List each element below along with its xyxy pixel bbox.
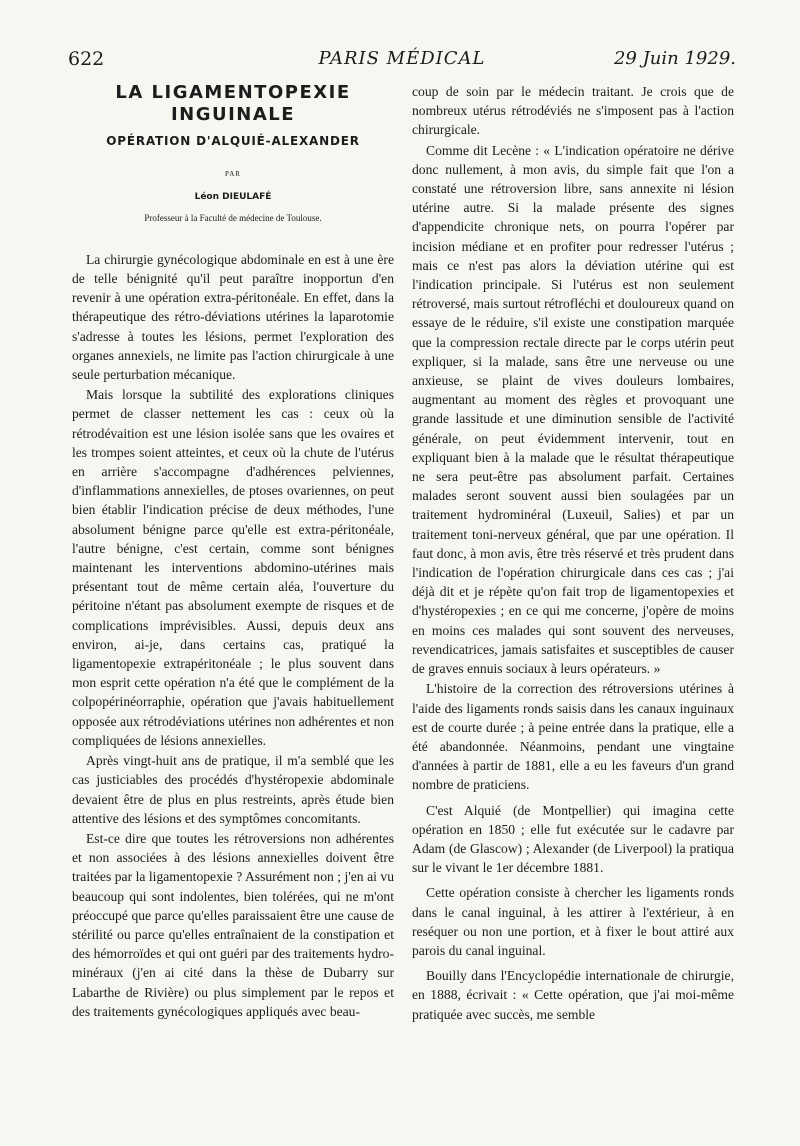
page-number: 622 bbox=[68, 48, 105, 70]
paragraph: Bouilly dans l'Encyclopédie internationale de chirurgie, en 1888, écrivait : « Cette opération, que j'ai moi-même pratiquée avec succès, me semble bbox=[412, 968, 734, 1022]
author-name: Léon DIEULAFÉ bbox=[194, 192, 272, 203]
author-affiliation: Professeur à la Faculté de médecine de Toulouse. bbox=[144, 212, 322, 223]
paragraph: Mais lorsque la subtilité des explorations cliniques permet de classer nettement les cas : ceux où la rétrodévaition est une lésion isolée sans que les ovaires et les trompes soient atteintes, et ceux où la chute de l'utérus en arrière s'accompagne d'adhérences pelviennes, d'inflammations annexielles, de ptoses ovariennes, on peut bien établir l'indication précise de deux méthodes, l'une absolument bénigne parce qu'elle est extra-péritonéale, l'autre bénigne, c'est certain, comme sont bénignes maintenant les interventions abdomino-utérines mais présentant tout de même certain aléa, l'ouverture du péritoine n'étant pas absolument exempte de risques et de complications imprévisibles. Aussi, depuis deux ans environ, ai-je, dans certains cas, pratiqué la ligamentopexie extrapéritonéale ; le plus souvent dans mon esprit cette opération n'a été que le complément de la colpopérinéorraphie, opération que j'avais habituellement opposée aux rétrodéviations utérines non adhérentes et non compliquées de lésions annexielles. bbox=[72, 387, 394, 748]
article-heading bbox=[72, 82, 394, 228]
journal-title: PARIS MÉDICAL bbox=[318, 48, 486, 69]
running-header bbox=[68, 48, 736, 76]
article-title: LA LIGAMENTOPEXIE INGUINALE bbox=[115, 82, 351, 125]
paragraph: Après vingt-huit ans de pratique, il m'a semblé que les cas justiciables des procédés d'hystéropexie abdominale devaient être de plus en plus restreints, après étude bien attentive des lésions et des symptômes concomitants. bbox=[72, 753, 394, 826]
left-column bbox=[72, 82, 394, 1021]
article-subtitle: OPÉRATION D'ALQUIÉ-ALEXANDER bbox=[106, 134, 360, 148]
issue-date: 29 Juin 1929. bbox=[613, 48, 736, 69]
paragraph: Cette opération consiste à chercher les ligaments ronds dans le canal inguinal, à les attirer à l'extérieur, à en reséquer ou non une portion, et à fixer le bout attiré aux parois du canal inguinal. bbox=[412, 885, 734, 958]
paragraph: Est-ce dire que toutes les rétroversions non adhérentes et non associées à des lésions annexielles doivent être traitées par la ligamentopexie ? Assurément non ; j'en ai vu beaucoup qui sont indolentes, bien tolérées, qui ne m'ont préoccupé que parce qu'elles paraissaient être une cause de stérilité ou parce qu'elles entraînaient de la constipation et des hémorroïdes et qui ont guéri par des traitements hydro-minéraux (j'en ai cité dans la thèse de Dubarry sur Labarthe de Rivière) ou plus simplement par le repos et des traitements gynécologiques appliqués avec beau- bbox=[72, 830, 394, 1019]
paragraph: Comme dit Lecène : « L'indication opératoire ne dérive donc nullement, à mon avis, du simple fait que l'on a constaté une rétroversion libre, sans annexite ni lésion utérine autre. Si la malade présente des signes d'appendicite chronique nets, on pourra l'opérer par incision médiane et en profiter pour redresser l'utérus ; mais ce n'est pas alors la déviation utérine qui est l'indication principale. Si l'utérus est non seulement rétroversé, mais surtout rétrofléchi et douloureux quand on essaye de le réduire, s'il existe une constipation marquée que la compression rectale directe par le corps utérin peut expliquer, si la malade, sans être une nerveuse ou une anxieuse, se plaint de vives douleurs lombaires, augmentant au moment des règles et provoquant une grande lassitude et une diminution sensible de l'activité générale, on peut évidemment intervenir, tout en expliquant bien à la malade que le résultat thérapeutique ne sera peut-être pas absolument parfait. Certaines malades seront souvent aussi bien soulagées par un traitement hydrominéral (Luxeuil, Salies) et par un traitement toni-nerveux général, que par une opération. Il faut donc, à mon avis, être très réservé et très prudent dans l'indication de l'opération chirurgicale dans ces cas ; j'ai déjà dit et je répète qu'on fait trop de ligamentopexies et d'hystéropexies ; en ce qui me concerne, j'opère de moins en moins ces malades qui sont souvent des nerveuses, revendicatrices, jamais satisfaites et susceptibles de causer de graves ennuis sociaux à leurs opérateurs. » bbox=[412, 142, 734, 677]
paragraph: L'histoire de la correction des rétroversions utérines à l'aide des ligaments ronds saisis dans les canaux inguinaux est de courte durée ; à peine entrée dans la pratique, elle a été abandonnée. Néanmoins, pendant une vingtaine d'années à partir de 1881, elle a eu les faveurs d'un grand nombre de praticiens. bbox=[412, 681, 734, 793]
paragraph: La chirurgie gynécologique abdominale en est à une ère de telle bénignité qu'il peut paraître inopportun d'en revenir à une opération extra-péritonéale. En effet, dans la thérapeutique des rétro-déviations utérines la laparotomie s'adresse à toutes les lésions, permet l'exploration des organes annexiels, ne limite pas l'action chirurgicale à une seule perturbation mécanique. bbox=[72, 251, 394, 383]
paragraph: C'est Alquié (de Montpellier) qui imagina cette opération en 1850 ; elle fut exécutée sur le cadavre par Adam (de Glascow) ; Alexander (de Liverpool) la pratiqua sur le vivant le 1er décembre 1881. bbox=[412, 802, 734, 876]
byline-par: PAR bbox=[225, 170, 241, 179]
right-column bbox=[412, 82, 734, 1024]
paragraph: coup de soin par le médecin traitant. Je crois que de nombreux utérus rétrodéviés ne s'imposent pas à l'action chirurgicale. bbox=[412, 84, 734, 138]
